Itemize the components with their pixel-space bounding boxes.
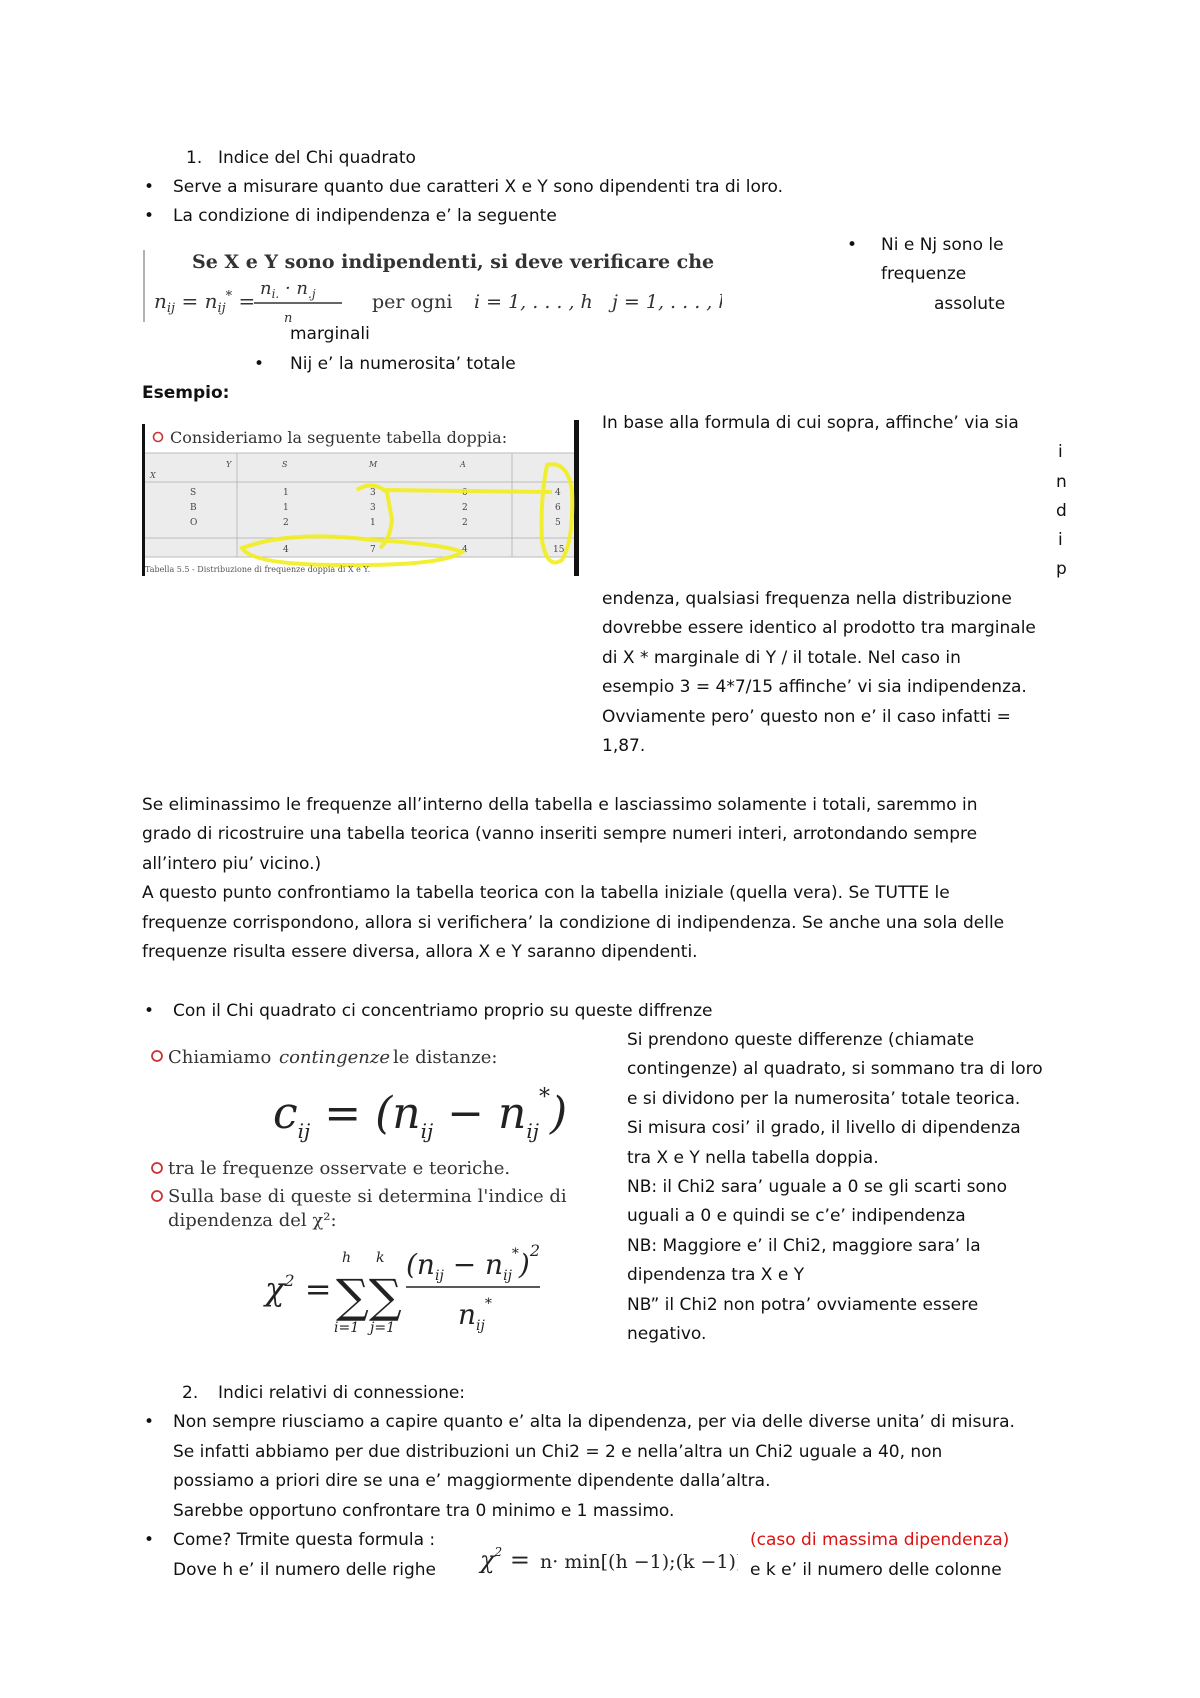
table-cell: 4 <box>462 545 468 555</box>
img-line1-contingenze: contingenze <box>279 1047 390 1068</box>
total-bullet: Nij e’ la numerosita’ totale <box>290 354 516 374</box>
formula-per-ogni: per ogni <box>372 291 453 313</box>
paragraph-line: frequenze corrispondono, allora si verifichera’ la condizione di indipendenza. Se anche una sola delle <box>142 913 1005 933</box>
max-chi-formula-text: n· min[(h −1);(k −1)] <box>540 1551 738 1573</box>
img-line2: tra le frequenze osservate e teoriche. <box>168 1158 511 1179</box>
svg-text:nij*: $n_{ij}^*$ <box>458 1296 492 1334</box>
section2-bullet1-line: • Non sempre riusciamo a capire quanto e’ alta la dipendenza, per via delle diverse unita’ di misura. <box>173 1408 1015 1437</box>
img-line3: Sulla base di queste si determina l'indice di <box>168 1186 567 1207</box>
example-right-line: esempio 3 = 4*7/15 affinche’ vi sia indipendenza. <box>602 677 1027 697</box>
svg-text:n: n <box>284 311 293 324</box>
chi-right-line: NB” il Chi2 non potra’ ovviamente essere <box>627 1295 979 1315</box>
table-cell: 6 <box>555 503 561 513</box>
table-col-header: M <box>369 460 378 469</box>
vertical-letter: n <box>1056 472 1067 492</box>
svg-text:χ2 =: $\chi^2$ = <box>480 1545 530 1574</box>
table-col-header: S <box>282 460 288 469</box>
table-cell: 1 <box>283 503 289 513</box>
chi-right-line: uguali a 0 e quindi se c’e’ indipendenza <box>627 1206 966 1226</box>
svg-text:j=1: j=1 <box>370 1320 395 1336</box>
section2-number: 2. <box>182 1383 199 1403</box>
table-cell: 2 <box>462 503 468 513</box>
formula-j-range: j = 1, . . . , k <box>612 291 722 313</box>
max-chi-formula-image <box>478 1538 738 1582</box>
paragraph-line: frequenze risulta essere diversa, allora X e Y saranno dipendenti. <box>142 942 698 962</box>
table-cell: 0 <box>462 488 468 498</box>
example-right-line1: In base alla formula di cui sopra, affinche’ via sia <box>602 413 1019 433</box>
img-line4: dipendenza del χ²: <box>168 1210 337 1231</box>
svg-text:χ2 =: $\chi^2$ = <box>265 1270 332 1308</box>
vertical-letter: i <box>1058 530 1063 550</box>
chi-right-line: Si misura cosi’ il grado, il livello di dipendenza <box>627 1118 1021 1138</box>
example-right-line: 1,87. <box>602 736 646 756</box>
table-cell: 15 <box>553 545 565 555</box>
img-line1: Chiamiamo <box>168 1047 272 1068</box>
section1-bullet-2: • La condizione di indipendenza e’ la seguente <box>173 202 557 231</box>
frequency-table-image <box>142 420 582 580</box>
example-label: Esempio: <box>142 383 230 403</box>
side-note-line1: Ni e Nj sono le <box>881 235 1004 255</box>
total-bullet-dot: • <box>254 354 265 374</box>
svg-text:ni. · n.j: $n_{i.} \cdot n_{.j}$ <box>260 278 316 301</box>
chi-bullet: • Con il Chi quadrato ci concentriamo proprio su queste diffrenze <box>173 997 712 1026</box>
example-right-line: dovrebbe essere identico al prodotto tra marginale <box>602 618 1036 638</box>
table-cell: 4 <box>283 545 289 555</box>
table-col-header: A <box>460 460 466 469</box>
formula-i-range: i = 1, . . . , h <box>474 291 593 313</box>
paragraph-line: all’intero piu’ vicino.) <box>142 854 322 874</box>
svg-text:cij = (nij − nij*): $c_{ij} = (n_{ij} - n_{ij}^*)$ <box>273 1085 568 1143</box>
table-cell: 1 <box>370 518 376 528</box>
svg-text:(nij − nij*)2: $(n_{ij} - n_{ij}^*)^2$ <box>406 1241 541 1284</box>
example-right-line: Ovviamente pero’ questo non e’ il caso infatti = <box>602 707 1011 727</box>
chi-right-line: NB: il Chi2 sara’ uguale a 0 se gli scarti sono <box>627 1177 1008 1197</box>
table-cell: 2 <box>462 518 468 528</box>
formula-heading: Se X e Y sono indipendenti, si deve verificare che <box>192 251 715 273</box>
contingency-formula-image <box>148 1040 588 1350</box>
side-note-line3: assolute <box>934 294 1006 314</box>
table-row-label: O <box>190 518 198 528</box>
paragraph-line: A questo punto confrontiamo la tabella teorica con la tabella iniziale (quella vera). Se TUTTE le <box>142 883 950 903</box>
example-right-line: di X * marginale di Y / il totale. Nel caso in <box>602 648 961 668</box>
side-note-line2: frequenze <box>881 264 967 284</box>
section1-title: Indice del Chi quadrato <box>218 148 416 168</box>
table-cell: 3 <box>370 488 376 498</box>
section2-bullet1-line: Se infatti abbiamo per due distribuzioni un Chi2 = 2 e nella’altra un Chi2 uguale a 40, non <box>173 1442 943 1462</box>
chi-right-line: negativo. <box>627 1324 707 1344</box>
section1-bullet-1: • Serve a misurare quanto due caratteri X e Y sono dipendenti tra di loro. <box>173 173 783 202</box>
chi-right-line: NB: Maggiore e’ il Chi2, maggiore sara’ la <box>627 1236 981 1256</box>
chi-right-line: contingenze) al quadrato, si sommano tra di loro <box>627 1059 1043 1079</box>
chi-right-line: dipendenza tra X e Y <box>627 1265 805 1285</box>
table-cell: 7 <box>370 545 376 555</box>
chi-right-line: Si prendono queste differenze (chiamate <box>627 1030 975 1050</box>
table-cell: 5 <box>555 518 561 528</box>
table-caption-heading: Consideriamo la seguente tabella doppia: <box>170 428 508 447</box>
section2-bullet1-line: possiamo a priori dire se una e’ maggiormente dipendente dalla’altra. <box>173 1471 771 1491</box>
table-cell: 4 <box>555 488 561 498</box>
vertical-letter: d <box>1056 501 1067 521</box>
example-right-line: endenza, qualsiasi frequenza nella distribuzione <box>602 589 1012 609</box>
vertical-letter: p <box>1056 559 1067 579</box>
paragraph-line: Se eliminassimo le frequenze all’interno della tabella e lasciassimo solamente i totali, saremmo in <box>142 795 978 815</box>
vertical-letter: i <box>1058 442 1063 462</box>
table-cell: 1 <box>283 488 289 498</box>
svg-text:h: h <box>342 1250 352 1266</box>
side-note-bullet-dot: • <box>847 235 858 255</box>
section1-number: 1. <box>186 148 203 168</box>
paragraph-line: grado di ricostruire una tabella teorica (vanno inseriti sempre numeri interi, arrotondando sempre <box>142 824 978 844</box>
independence-formula-image <box>142 246 722 324</box>
section2-bullet2-line2: Dove h e’ il numero delle righe <box>173 1560 436 1580</box>
side-note-line4: marginali <box>290 324 370 344</box>
max-dependence-label: (caso di massima dipendenza) <box>750 1530 1010 1550</box>
section2-bullet1-line: Sarebbe opportuno confrontare tra 0 minimo e 1 massimo. <box>173 1501 675 1521</box>
table-corner-y: Y <box>226 460 232 469</box>
table-corner-x: X <box>150 471 156 480</box>
svg-text:∑∑: ∑∑ <box>336 1269 402 1323</box>
svg-text:i=1: i=1 <box>334 1320 360 1336</box>
table-cell: 2 <box>283 518 289 528</box>
table-row-label: B <box>190 503 197 513</box>
chi-right-line: e si dividono per la numerosita’ totale teorica. <box>627 1089 1021 1109</box>
columns-label: e k e’ il numero delle colonne <box>750 1560 1002 1580</box>
table-row-label: S <box>190 488 197 498</box>
chi-right-line: tra X e Y nella tabella doppia. <box>627 1148 879 1168</box>
table-footer: Tabella 5.5 - Distribuzione di frequenze doppia di X e Y. <box>145 565 371 574</box>
section2-title: Indici relativi di connessione: <box>218 1383 466 1403</box>
section2-bullet2-line1: • Come? Trmite questa formula : <box>173 1526 435 1555</box>
table-cell: 3 <box>370 503 376 513</box>
svg-text:k: k <box>376 1250 385 1266</box>
img-line1-rest: le distanze: <box>393 1047 498 1068</box>
svg-text:nij = nij* =: $n_{ij} = n_{ij}^*$ = <box>154 289 256 316</box>
